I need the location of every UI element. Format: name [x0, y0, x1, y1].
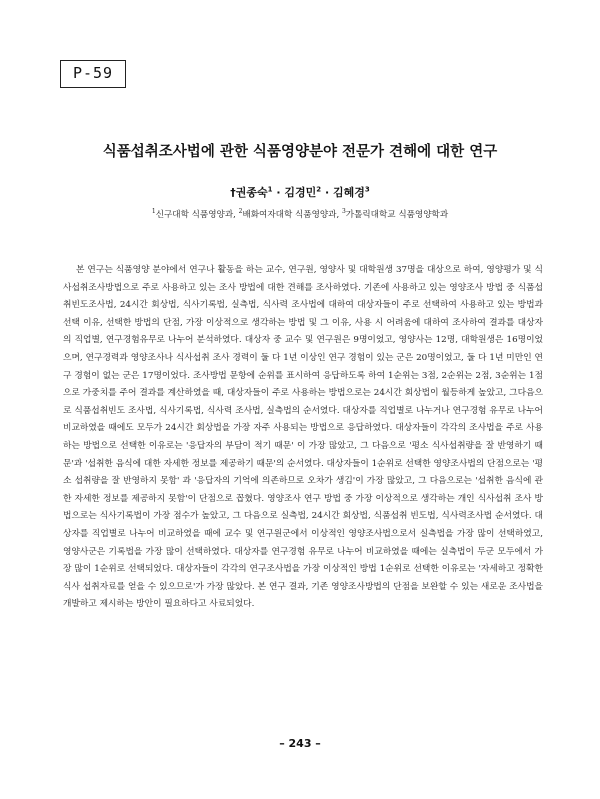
paper-title: 식품섭취조사법에 관한 식품영양분야 전문가 견해에 대한 연구 — [102, 144, 498, 160]
page-number: – 243 – — [279, 737, 321, 750]
author-list — [0, 184, 600, 200]
author-corresponding-mark: † — [230, 186, 236, 199]
affiliation-number: 3 — [341, 208, 346, 216]
author-affil-number: 3 — [364, 185, 370, 194]
paper-code: P-59 — [72, 64, 114, 82]
affiliation-list — [0, 208, 600, 220]
author-name: 김경민 — [284, 186, 317, 199]
affiliation-number: 1 — [151, 208, 156, 216]
author-name: 권종숙 — [235, 186, 268, 199]
abstract-body: 본 연구는 식품영양 분야에서 연구나 활동을 하는 교수, 연구원, 영양사 및 대학원생 37명을 대상으로 하여, 영양평가 및 식사섭취조사방법으로 주로 사용하고 있는 조사 방법에 대한 견해를 조사하였다. 기존에 사용하고 있는 영양조사 방법 중 식품섭취빈도조사법, 24시간 회상법, 식사기록법, 실측법, 식사력 조사법에 대하여 대상자들이 주로 선택하여 사용하고 있는 방법과 선택 이유, 선택한 방법의 단점, 가장 이상적으로 생각하는 방법 및 그 이유, 사용 시 어려움에 대하여 조사하여 결과를 대상자의 직업별, 연구경험유무로 나누어 분석하였다. 대상자 중 교수 및 연구원은 9명이었고, 영양사는 12명, 대학원생은 16명이었으며, 연구경력과 영양조사나 식사섭취 조사 경력이 둘 다 1년 이상인 연구 경험이 있는 군은 20명이었고, 둘 다 1년 미만인 연구 경험이 없는 군은 17명이었다. 조사방법 문항에 순위를 표시하여 응답하도록 하여 1순위는 3점, 2순위는 2점, 3순위는 1점으로 가중치를 주어 결과를 계산하였을 때, 대상자들이 주로 사용하는 방법으로는 24시간 회상법이 월등하게 높았고, 그다음으로 식품섭취빈도 조사법, 식사기록법, 식사력 조사법, 실측법의 순서였다. 대상자를 직업별로 나누거나 연구경험 유무로 나누어 비교하였을 때에도 모두가 24시간 회상법을 가장 자주 사용되는 방법으로 응답하였다. 대상자들이 각각의 조사법을 주로 사용하는 방법으로 선택한 이유로는 '응답자의 부담이 적기 때문' 이 가장 많았고, 그 다음으로 '평소 식사섭취량을 잘 반영하기 때문'과 '섭취한 음식에 대한 자세한 정보를 제공하기 때문'의 순서였다. 대상자들이 1순위로 선택한 영양조사법의 단점으로는 '평소 섭취량을 잘 반영하지 못함' 과 '응답자의 기억에 의존하므로 오차가 생김'이 가장 많았고, 그 다음으로는 '섭취한 음식에 관한 자세한 정보를 제공하지 못함'이 단점으로 꼽혔다. 영양조사 연구 방법 중 가장 이상적으로 생각하는 개인 식사섭취 조사 방법으로는 식사기록법이 가장 점수가 높았고, 그 다음으로 실측법, 24시간 회상법, 식품섭취 빈도법, 식사력조사법 순서였다. 대상자를 직업별로 나누어 비교하였을 때에 교수 및 연구원군에서 이상적인 영양조사법으로서 실측법을 가장 많이 선택하였고, 영양사군은 기록법을 가장 많이 선택하였다. 대상자를 연구경험 유무로 나누어 비교하였을 때에는 실측법이 두군 모두에서 가장 많이 1순위로 선택되었다. 대상자들이 각각의 연구조사법을 가장 이상적인 방법 1순위로 선택한 이유로는 '자세하고 정확한 식사 섭취자료를 얻을 수 있으므로'가 가장 많았다. 본 연구 결과, 기존 영양조사방법의 단점을 보완할 수 있는 새로운 조사법을 개발하고 제시하는 방안이 필요하다고 사료되었다. — [63, 265, 543, 610]
author-separator: · — [321, 186, 333, 199]
affiliation-text: 신구대학 식품영양과, — [155, 210, 239, 220]
author-affil-number: 1 — [267, 185, 273, 194]
affiliation-text: 가톨릭대학교 식품영양학과 — [345, 210, 449, 220]
paper-code-box — [60, 60, 126, 88]
affiliation-number: 2 — [238, 208, 243, 216]
author-separator: · — [272, 186, 285, 199]
author-affil-number: 2 — [316, 185, 322, 194]
affiliation-text: 배화여자대학 식품영양과, — [242, 210, 342, 220]
author-name: 김혜경 — [332, 186, 365, 199]
